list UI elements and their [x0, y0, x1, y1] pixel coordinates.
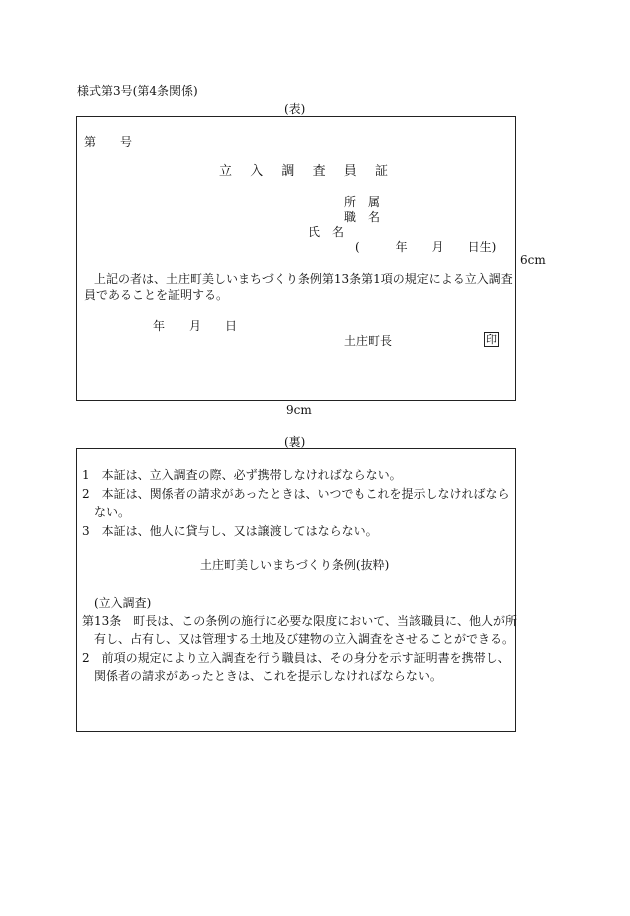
seal-stamp: 印: [486, 333, 497, 346]
position-label: 職 名: [344, 210, 381, 224]
birthdate-line: ( 年 月 日生): [355, 240, 497, 254]
form-number-label: 様式第3号(第4条関係): [77, 84, 198, 98]
certificate-number-line: 第 号: [84, 135, 133, 149]
article-caption: (立入調査): [94, 596, 152, 610]
issuer-name: 土庄町長: [344, 334, 393, 348]
article-line-2: 有し、占有し、又は管理する土地及び建物の立入調査をさせることができる。: [94, 632, 515, 646]
front-card: [76, 116, 516, 401]
article-line-3: 2 前項の規定により立入調査を行う職員は、その身分を示す証明書を携帯し、: [82, 651, 510, 665]
issue-date-line: 年 月 日: [153, 319, 238, 333]
width-dimension-label: 9cm: [286, 403, 312, 417]
article-line-1: 第13条 町長は、この条例の施行に必要な限度において、当該職員に、他人が所: [82, 614, 518, 628]
certification-text-line-2: 員であることを証明する。: [84, 288, 229, 302]
certification-text-line-1: 上記の者は、土庄町美しいまちづくり条例第13条第1項の規定による立入調査: [94, 272, 513, 286]
note-item-2: 2 本証は、関係者の請求があったときは、いつでもこれを提示しなければなら: [82, 487, 510, 501]
note-item-3: 3 本証は、他人に貸与し、又は譲渡してはならない。: [82, 524, 378, 538]
note-item-1: 1 本証は、立入調査の際、必ず携帯しなければならない。: [82, 468, 402, 482]
name-label: 氏 名: [308, 225, 345, 239]
affiliation-label: 所 属: [344, 195, 381, 209]
back-side-label: (裏): [284, 435, 306, 449]
front-side-label: (表): [284, 102, 306, 116]
excerpt-title: 土庄町美しいまちづくり条例(抜粋): [200, 558, 390, 572]
article-line-4: 関係者の請求があったときは、これを提示しなければならない。: [94, 669, 442, 683]
certificate-title: 立 入 調 査 員 証: [219, 164, 391, 179]
height-dimension-label: 6cm: [520, 253, 546, 267]
note-item-2-continuation: ない。: [94, 505, 131, 519]
